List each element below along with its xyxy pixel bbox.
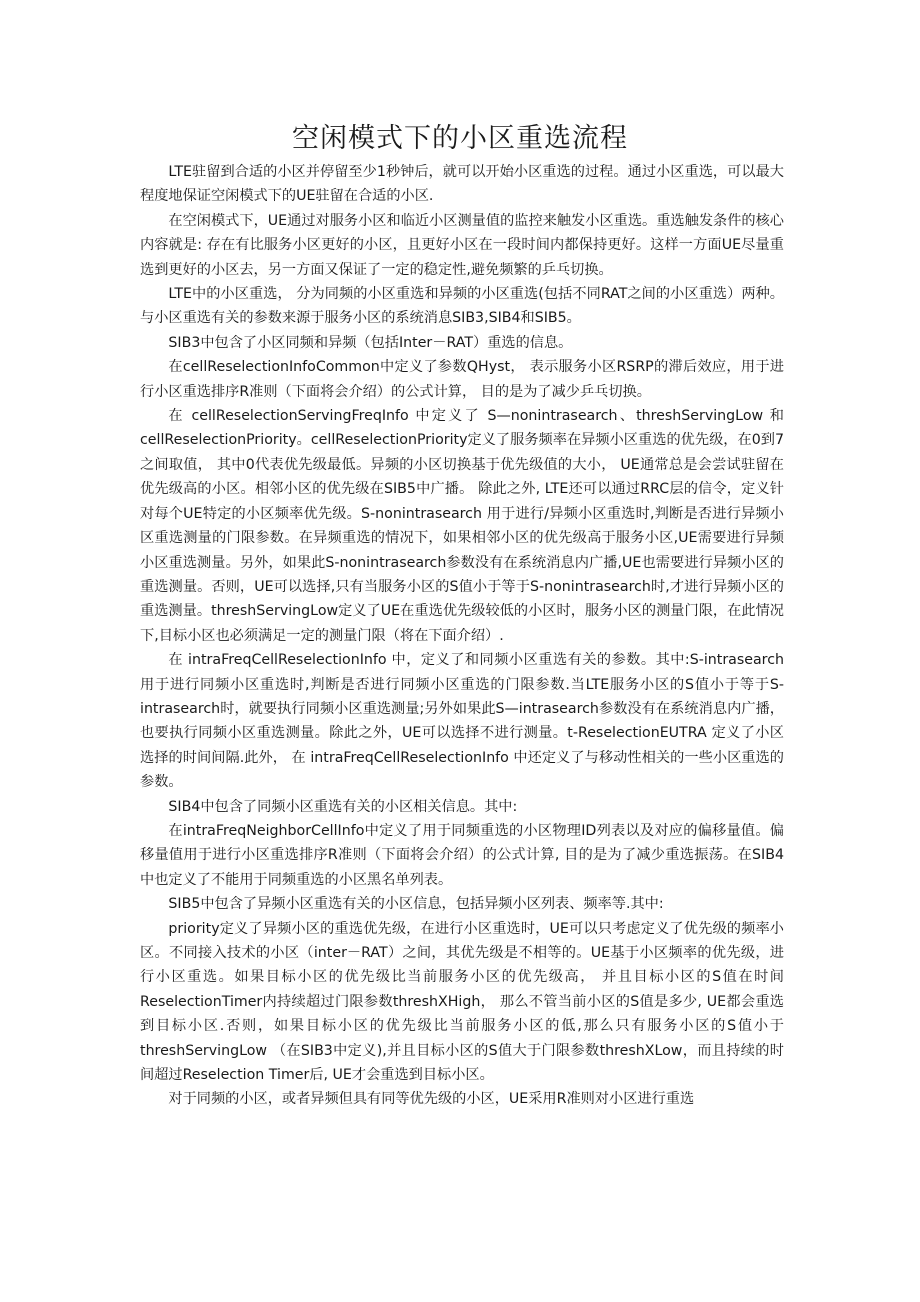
paragraph: 在 cellReselectionServingFreqInfo 中定义了 S—nonintrasearch、threshServingLow 和 cellReselectionPriority。cellReselectionPriority定义了服务频率在异频小区重选的优先级，在0到7之间取值， 其中0代表优先级最低。异频的小区切换基于优先级值的大小， UE通常总是会尝试驻留在优先级高的小区。相邻小区的优先级在SIB5中广播。 除此之外, LTE还可以通过RRC层的信令，定义针对每个UE特定的小区频率优先级。S-nonintrasearch 用于进行/异频小区重选时,判断是否进行异频小区重选测量的门限参数。在异频重选的情况下，如果相邻小区的优先级高于服务小区,UE需要进行异频小区重选测量。另外，如果此S-nonintrasearch参数没有在系统消息内广播,UE也需要进行异频小区的重选测量。否则，UE可以选择,只有当服务小区的S值小于等于S-nonintrasearch时,才进行异频小区的重选测量。threshServingLow定义了UE在重选优先级较低的小区时，服务小区的测量门限，在此情况下,目标小区也必须满足一定的测量门限（将在下面介绍）. <box>140 408 784 644</box>
paragraph: 在intraFreqNeighborCellInfo中定义了用于同频重选的小区物理ID列表以及对应的偏移量值。偏移量值用于进行小区重选排序R准则（下面将会介绍）的公式计算, 目的是为了减少重选振荡。在SIB4中也定义了不能用于同频重选的小区黑名单列表。 <box>140 822 784 888</box>
paragraph: 对于同频的小区，或者异频但具有同等优先级的小区，UE采用R准则对小区进行重选 <box>168 1091 695 1108</box>
paragraph: priority定义了异频小区的重选优先级，在进行小区重选时，UE可以只考虑定义了优先级的频率小区。不同接入技术的小区（inter－RAT）之间，其优先级是不相等的。UE基于小区频率的优先级，进行小区重选。如果目标小区的优先级比当前服务小区的优先级高， 并且目标小区的S值在时间ReselectionTimer内持续超过门限参数threshXHigh， 那么不管当前小区的S值是多少, UE都会重选到目标小区.否则，如果目标小区的优先级比当前服务小区的低,那么只有服务小区的S值小于threshServingLow （在SIB3中定义),并且目标小区的S值大于门限参数threshXLow，而且持续的时间超过Reselection Timer后, UE才会重选到目标小区。 <box>140 920 784 1084</box>
paragraph: 在 intraFreqCellReselectionInfo 中，定义了和同频小区重选有关的参数。其中:S-intrasearch用于进行同频小区重选时,判断是否进行同频小区重选的门限参数.当LTE服务小区的S值小于等于S-intrasearch时，就要执行同频小区重选测量;另外如果此S—intrasearch参数没有在系统消息内广播，也要执行同频小区重选测量。除此之外，UE可以选择不进行测量。t-ReselectionEUTRA 定义了小区选择的时间间隔.此外， 在 intraFreqCellReselectionInfo 中还定义了与移动性相关的一些小区重选的参数。 <box>140 652 784 791</box>
paragraph: 在cellReselectionInfoCommon中定义了参数QHyst， 表示服务小区RSRP的滞后效应，用于进行小区重选排序R准则（下面将会介绍）的公式计算， 目的是为了减少乒乓切换。 <box>140 359 784 400</box>
paragraph: 在空闲模式下，UE通过对服务小区和临近小区测量值的监控来触发小区重选。重选触发条件的核心内容就是: 存在有比服务小区更好的小区，且更好小区在一段时间内都保持更好。这样一方面UE尽量重选到更好的小区去，另一方面又保证了一定的稳定性,避免频繁的乒乓切换。 <box>140 212 784 278</box>
paragraph: LTE驻留到合适的小区并停留至少1秒钟后，就可以开始小区重选的过程。通过小区重选，可以最大程度地保证空闲模式下的UE驻留在合适的小区. <box>140 164 784 205</box>
paragraph: SIB5中包含了异频小区重选有关的小区信息，包括异频小区列表、频率等.其中: <box>168 896 664 913</box>
document-title: 空闲模式下的小区重选流程 <box>292 123 628 154</box>
document-body <box>140 160 784 1112</box>
paragraph: LTE中的小区重选， 分为同频的小区重选和异频的小区重选(包括不同RAT之间的小区重选）两种。与小区重选有关的参数来源于服务小区的系统消息SIB3,SIB4和SIB5。 <box>140 286 784 327</box>
paragraph: SIB4中包含了同频小区重选有关的小区相关信息。其中: <box>168 798 518 815</box>
paragraph: SIB3中包含了小区同频和异频（包括Inter－RAT）重选的信息。 <box>168 334 573 351</box>
